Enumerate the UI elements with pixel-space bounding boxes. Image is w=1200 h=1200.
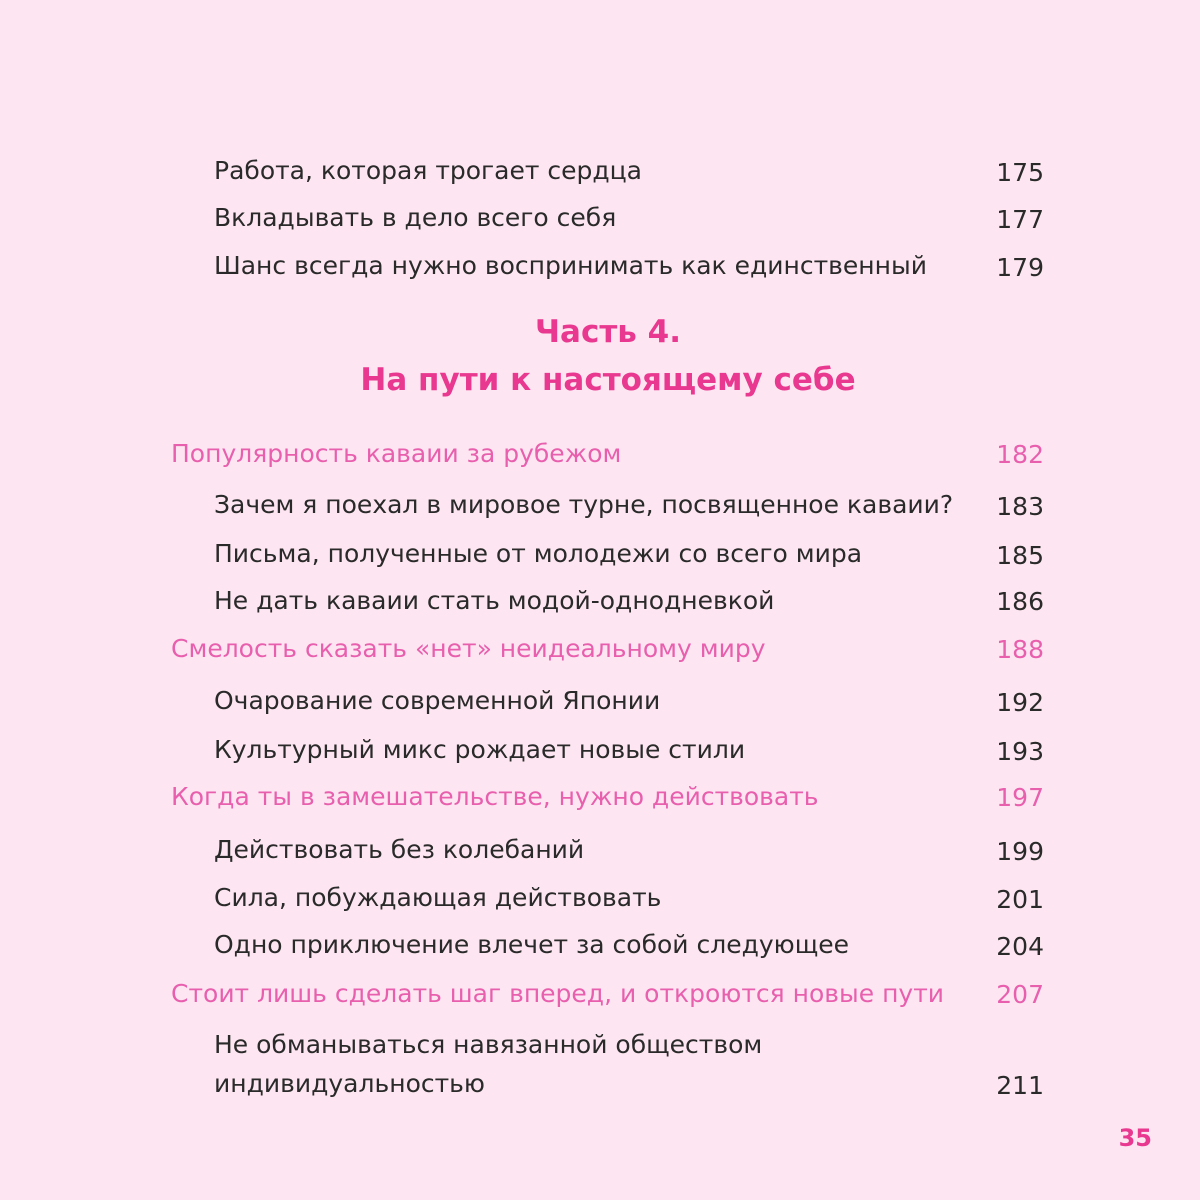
toc-entry-page: 204 — [996, 932, 1044, 961]
toc-section-title: Смелость сказать «нет» неидеальному миру — [171, 634, 766, 663]
toc-entry-title: Зачем я поехал в мировое турне, посвященное каваии? — [214, 490, 954, 519]
page-number: 35 — [1118, 1124, 1152, 1152]
toc-entry-page: 179 — [996, 253, 1044, 282]
toc-entry-page: 193 — [996, 737, 1044, 766]
toc-section-page: 182 — [996, 440, 1044, 469]
toc-entry-title: Одно приключение влечет за собой следующее — [214, 930, 850, 959]
toc-entry-page: 186 — [996, 587, 1044, 616]
toc-entry-title: Сила, побуждающая действовать — [214, 883, 662, 912]
toc-entry-title: Шанс всегда нужно воспринимать как единственный — [214, 251, 927, 280]
toc-entry-title: Не обманываться навязанной обществом — [214, 1030, 763, 1059]
toc-section-title: Стоит лишь сделать шаг вперед, и откроются новые пути — [171, 979, 945, 1008]
toc-entry-page: 192 — [996, 688, 1044, 717]
toc-section-title: Когда ты в замешательстве, нужно действовать — [171, 782, 819, 811]
toc-entry-title: Письма, полученные от молодежи со всего мира — [214, 539, 863, 568]
toc-section-title: Популярность каваии за рубежом — [171, 439, 622, 468]
toc-entry-title: Культурный микс рождает новые стили — [214, 735, 746, 764]
part-heading-number: Часть 4. — [534, 314, 682, 350]
toc-entry-page: 177 — [996, 205, 1044, 234]
toc-entry-page: 185 — [996, 541, 1044, 570]
toc-section-page: 207 — [996, 980, 1044, 1009]
toc-entry-title-continued: индивидуальностью — [214, 1069, 485, 1098]
toc-entry-title: Вкладывать в дело всего себя — [214, 203, 617, 232]
part-heading-title: На пути к настоящему себе — [360, 362, 856, 398]
toc-section-page: 197 — [996, 783, 1044, 812]
toc-entry-page: 211 — [996, 1071, 1044, 1100]
toc-section-page: 188 — [996, 635, 1044, 664]
toc-entry-page: 199 — [996, 837, 1044, 866]
toc-entry-title: Работа, которая трогает сердца — [214, 156, 643, 185]
toc-entry-page: 183 — [996, 492, 1044, 521]
toc-entry-title: Не дать каваии стать модой-однодневкой — [214, 586, 775, 615]
toc-entry-page: 201 — [996, 885, 1044, 914]
toc-entry-title: Очарование современной Японии — [214, 686, 661, 715]
toc-entry-page: 175 — [996, 158, 1044, 187]
toc-entry-title: Действовать без колебаний — [214, 835, 585, 864]
